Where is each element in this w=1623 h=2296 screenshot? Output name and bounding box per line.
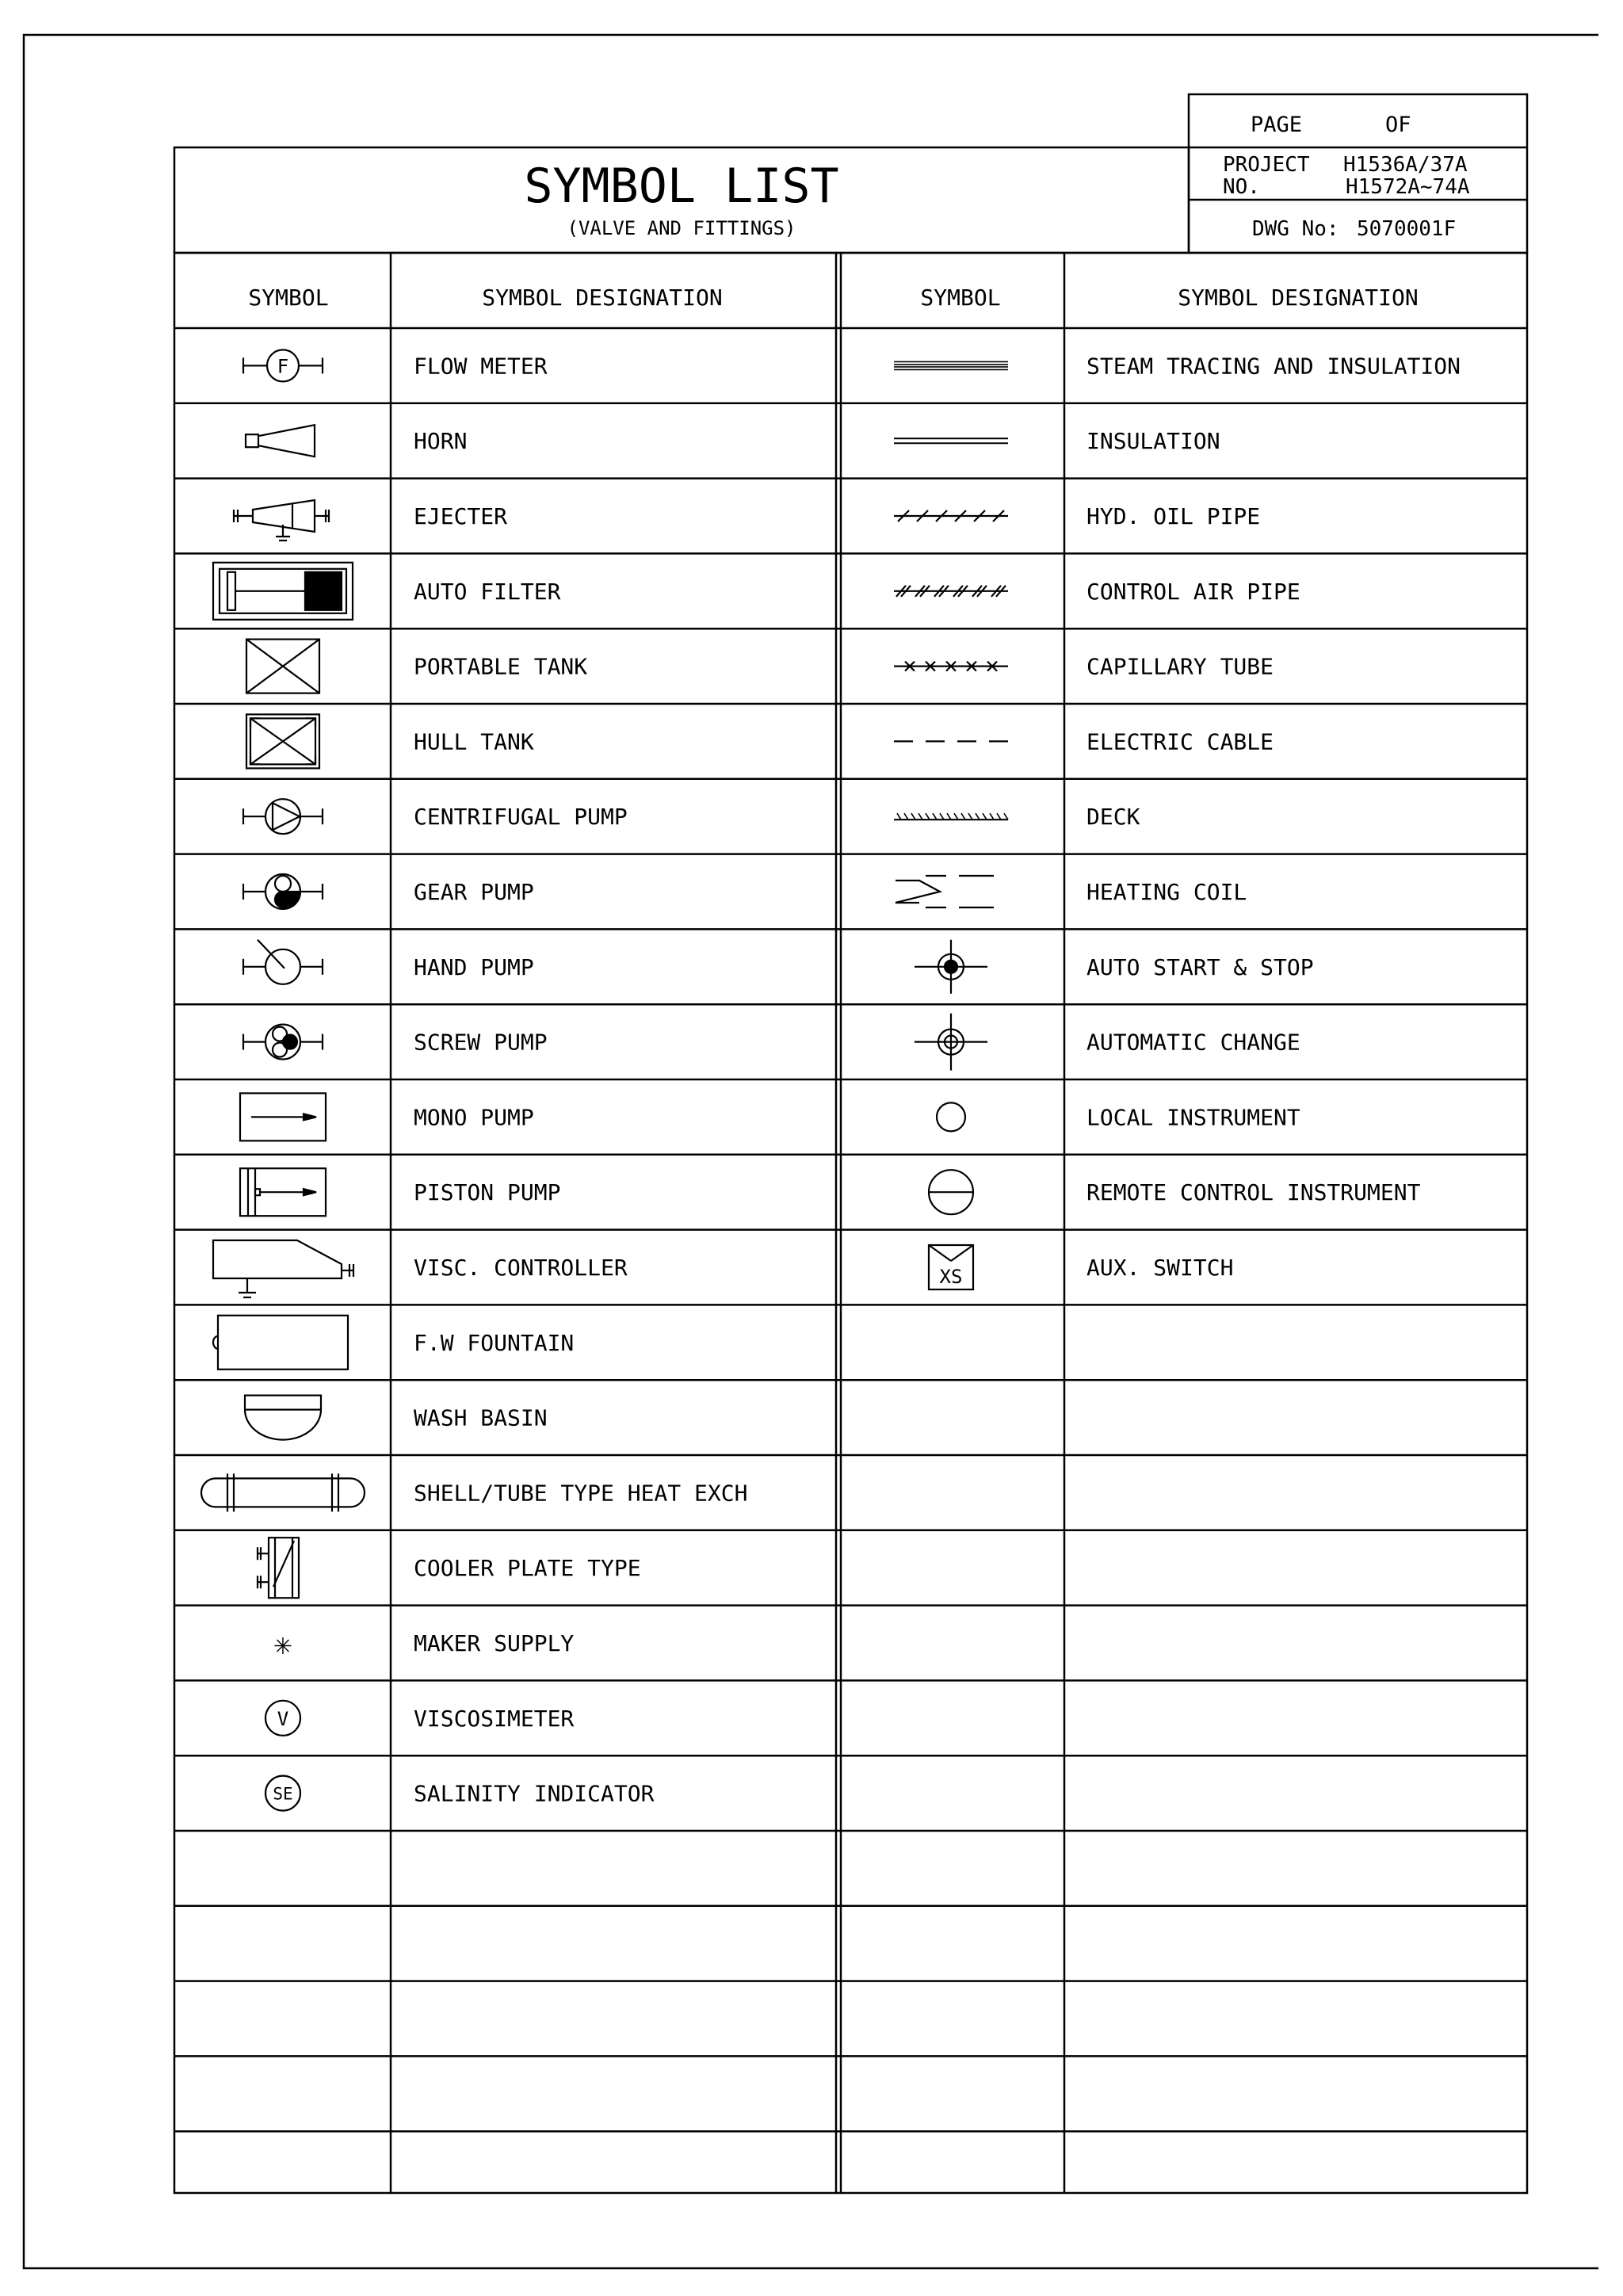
left-row-label: WASH BASIN (414, 1404, 548, 1431)
table-frame (174, 253, 1527, 2193)
right-row-label: DECK (1086, 804, 1140, 831)
title-block (174, 94, 1527, 253)
project-number-2: H1572A~74A (1346, 175, 1470, 199)
cooler-plate-icon (258, 1538, 299, 1598)
sheet-title: SYMBOL LIST (524, 159, 839, 214)
heating-coil-icon (896, 876, 994, 907)
centrifugal-pump-icon (243, 799, 323, 834)
left-row-label: AUTO FILTER (414, 578, 561, 605)
left-row-label: SCREW PUMP (414, 1029, 548, 1056)
header-designation-left: SYMBOL DESIGNATION (482, 285, 723, 311)
local-instrument-icon (937, 1102, 965, 1131)
sheet-subtitle: (VALVE AND FITTINGS) (567, 217, 796, 239)
left-row-label: HULL TANK (414, 728, 534, 755)
no-label: NO. (1223, 175, 1260, 199)
insulation-icon (894, 438, 1008, 443)
hyd-oil-pipe-icon (894, 510, 1008, 521)
of-label: OF (1385, 113, 1411, 137)
left-row-label: F.W FOUNTAIN (414, 1329, 575, 1356)
header-symbol-right: SYMBOL (920, 285, 1001, 311)
left-row-label: SHELL/TUBE TYPE HEAT EXCH (414, 1480, 748, 1507)
right-row-label: LOCAL INSTRUMENT (1086, 1104, 1300, 1131)
right-row-label: CAPILLARY TUBE (1086, 653, 1274, 680)
header-symbol-left: SYMBOL (248, 285, 329, 311)
mono-pump-icon (240, 1093, 326, 1140)
right-row-label: INSULATION (1086, 428, 1220, 455)
left-row-label: COOLER PLATE TYPE (414, 1555, 641, 1582)
right-row-label: AUX. SWITCH (1086, 1255, 1234, 1281)
left-row-label: EJECTER (414, 503, 508, 529)
viscosimeter-icon (265, 1701, 300, 1736)
left-row-label: MONO PUMP (414, 1104, 534, 1131)
left-row-label: PORTABLE TANK (414, 653, 588, 680)
symbol-table (174, 253, 1527, 2193)
steam-tracing-icon (894, 361, 1008, 369)
dwg-number: 5070001F (1357, 217, 1457, 241)
left-row-label: PISTON PUMP (414, 1179, 561, 1206)
automatic-change-icon (915, 1014, 987, 1071)
control-air-pipe-icon (894, 586, 1008, 597)
right-row-label: HEATING COIL (1086, 879, 1247, 905)
right-row-label: HYD. OIL PIPE (1086, 503, 1261, 529)
left-row-label: HORN (414, 428, 468, 455)
maker-supply-icon (274, 1626, 292, 1661)
right-row-label: AUTOMATIC CHANGE (1086, 1029, 1300, 1056)
right-row-label: CONTROL AIR PIPE (1086, 578, 1300, 605)
auto-start-stop-icon (915, 940, 987, 994)
auto-filter-icon (213, 563, 353, 620)
ejecter-icon (234, 500, 329, 541)
horn-icon (246, 425, 315, 457)
deck-icon (894, 813, 1008, 819)
left-row-label: CENTRIFUGAL PUMP (414, 804, 628, 831)
flow-meter-icon (243, 350, 323, 381)
shell-tube-heat-exch-icon (201, 1473, 365, 1511)
right-row-label: STEAM TRACING AND INSULATION (1086, 353, 1461, 380)
svg-text:✳: ✳ (273, 1626, 292, 1661)
svg-text:F: F (277, 355, 289, 378)
page-label: PAGE (1251, 113, 1303, 137)
left-row-label: MAKER SUPPLY (414, 1630, 575, 1656)
screw-pump-icon (243, 1025, 323, 1060)
left-row-label: FLOW METER (414, 353, 548, 380)
left-row-label: GEAR PUMP (414, 879, 534, 905)
remote-control-instrument-icon (929, 1170, 973, 1214)
aux-switch-icon (929, 1245, 973, 1289)
piston-pump-icon (240, 1168, 326, 1216)
visc-controller-icon (213, 1240, 354, 1297)
right-row-label: AUTO START & STOP (1086, 953, 1314, 980)
wash-basin-icon (245, 1396, 321, 1440)
right-row-label: REMOTE CONTROL INSTRUMENT (1086, 1179, 1421, 1206)
right-row-label: ELECTRIC CABLE (1086, 728, 1274, 755)
project-number-1: H1536A/37A (1343, 153, 1468, 177)
fw-fountain-icon (213, 1316, 348, 1370)
project-label: PROJECT (1223, 153, 1310, 177)
svg-text:V: V (277, 1707, 289, 1730)
gear-pump-icon (243, 874, 323, 909)
left-row-label: VISCOSIMETER (414, 1705, 575, 1732)
hand-pump-icon (243, 940, 323, 984)
hull-tank-icon (246, 714, 319, 768)
salinity-indicator-icon (265, 1776, 300, 1811)
header-designation-right: SYMBOL DESIGNATION (1178, 285, 1419, 311)
capillary-tube-icon (894, 662, 1008, 671)
dwg-label: DWG No: (1252, 217, 1339, 241)
svg-text:XS: XS (939, 1266, 963, 1288)
left-row-label: VISC. CONTROLLER (414, 1255, 628, 1281)
portable-tank-icon (246, 640, 319, 693)
table-header (248, 285, 1418, 311)
left-row-label: SALINITY INDICATOR (414, 1780, 655, 1807)
left-row-label: HAND PUMP (414, 953, 534, 980)
svg-text:SE: SE (273, 1784, 293, 1804)
